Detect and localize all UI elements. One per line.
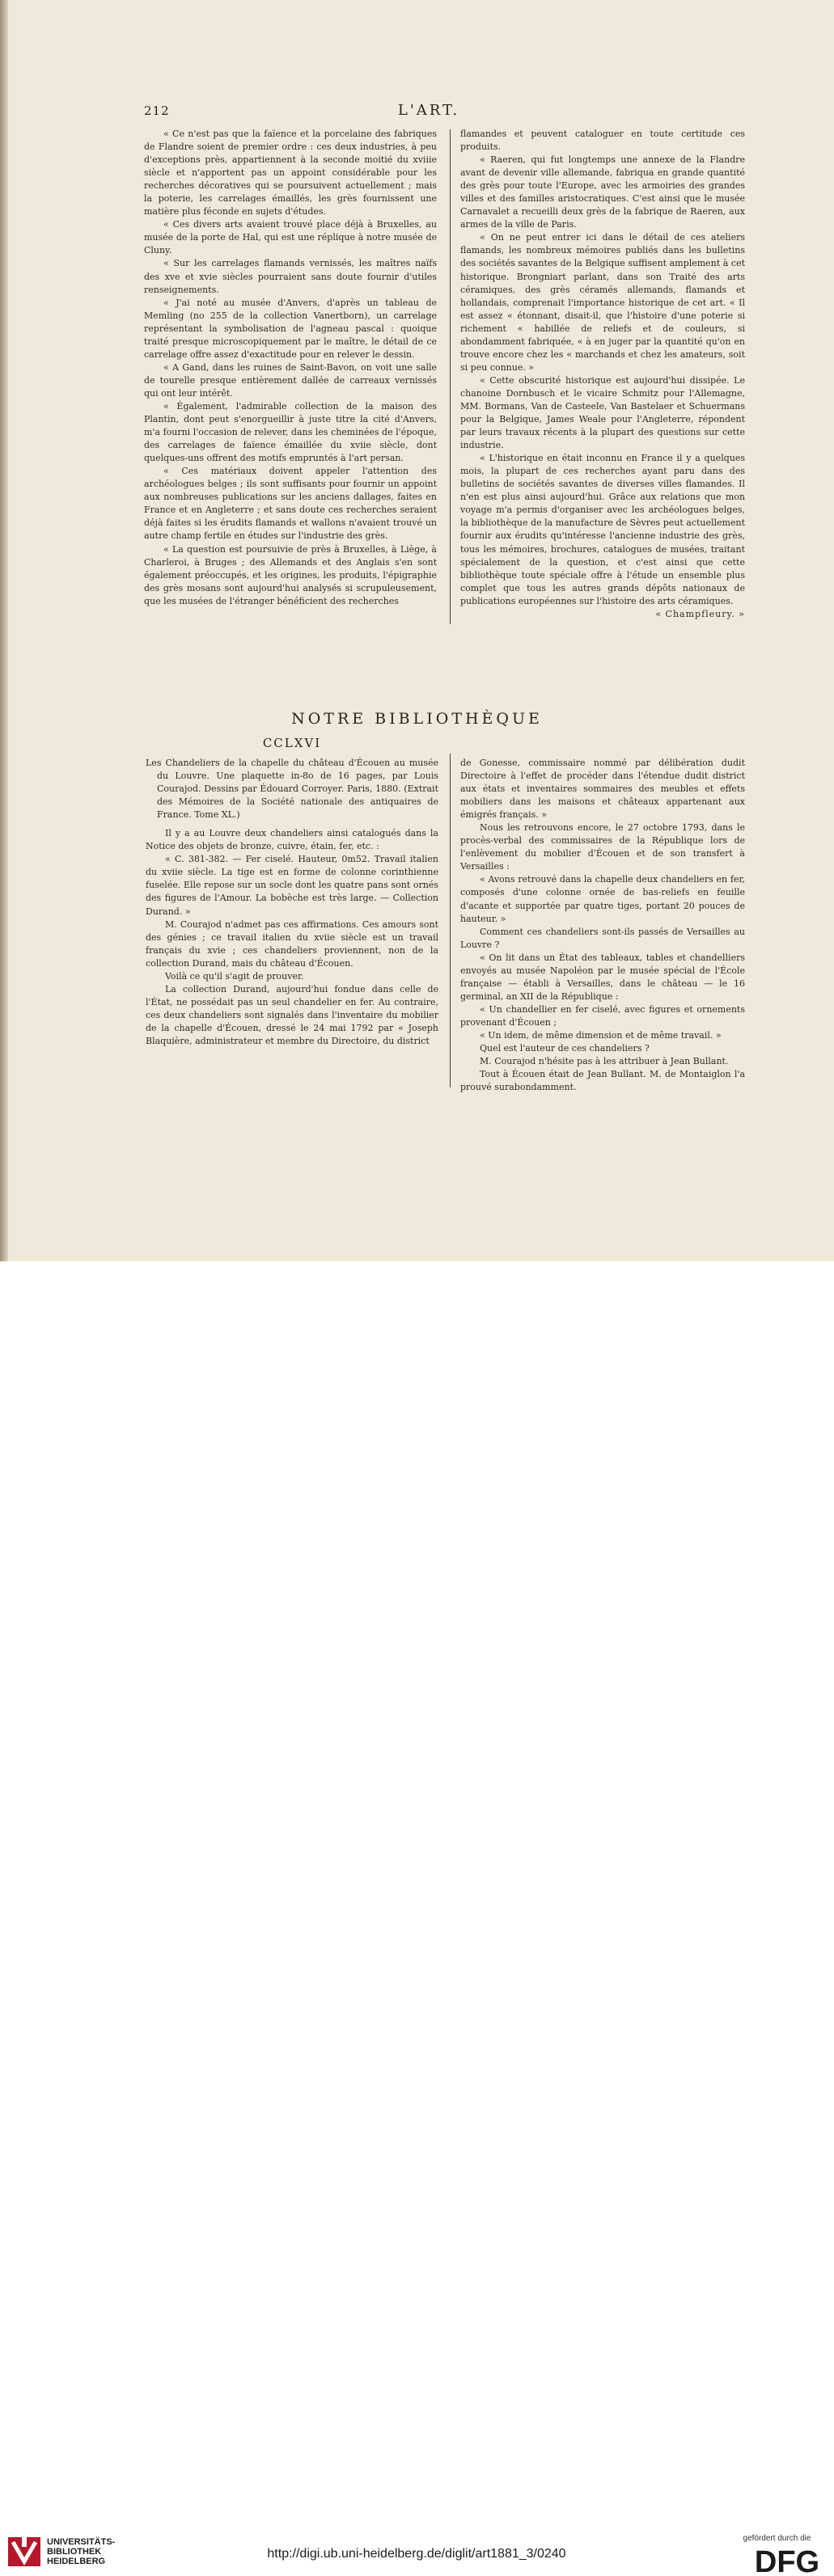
paragraph: « Ce n'est pas que la faïence et la porcelaine des fabriques de Flandre soient de premier ordre : ces deux industries, à peu d'exceptions près, appartiennent à la seconde moitié du xviiie siècle et n'apportent pas un appoint considérable pour les recherches décoratives qui se poursuivent actuellement ; mais la poterie, les carrelages émaillés, les grès fournissent une matière plus féconde en sujets d'études. (144, 129, 437, 217)
page-gutter-shadow (0, 0, 8, 1261)
dfg-logo-icon[interactable] (742, 2545, 832, 2576)
paragraph: « La question est poursuivie de près à Bruxelles, à Liège, à Charleroi, à Bruges ; des Allemands et des Anglais s'en sont également préoccupés, et les origines, les produits, l'épigraphie des grès mosans sont aujourd'hui analysés si scrupuleusement, que les musées de l'étranger bénéficient des recherches (144, 543, 437, 606)
page-number: 212 (144, 103, 170, 118)
permalink-url[interactable]: http://digi.ub.uni-heidelberg.de/diglit/art1881_3/0240 (267, 2547, 566, 2561)
top-right-column (460, 128, 745, 621)
paragraph: flamandes et peuvent cataloguer en toute certitude ces produits. (460, 129, 745, 153)
paragraph: La collection Durand, aujourd'hui fondue dans celle de l'État, ne possédait pas un seul chandelier en fer. Au contraire, ces deux chandeliers sont signalés dans l'inventaire du mobilier de la chapelle d'Écouen, dressé le 24 mai 1792 par « Joseph Blaquière, administrateur et membre du Directoire, du district (146, 983, 438, 1046)
paragraph: « Ces divers arts avaient trouvé place déjà à Bruxelles, au musée de la porte de Hal, qui est une réplique à notre musée de Cluny. (144, 219, 437, 256)
scanned-page (0, 0, 834, 1261)
paragraph: « Ces matériaux doivent appeler l'attention des archéologues belges ; ils sont suffisants pour fournir un appoint aux nombreuses publications sur les anciens dallages, faites en France et en Angleterre ; et sans doute ces recherches seraient déjà faites si les érudits flamands et wallons n'avaient trouvé un autre champ fertile en études sur l'industrie des grès. (144, 466, 437, 542)
paragraph: Nous les retrouvons encore, le 27 octobre 1793, dans le procès-verbal des commissaires de la République lors de l'enlèvement du mobilier d'Écouen et de son transfert à Versailles : (460, 822, 745, 872)
section-title: NOTRE BIBLIOTHÈQUE (291, 710, 543, 728)
paragraph: M. Courajod n'hésite pas à les attribuer à Jean Bullant. (480, 1056, 729, 1067)
paragraph: « Avons retrouvé dans la chapelle deux chandeliers en fer, composés d'une colonne ornée de bas-reliefs en feuille d'acante et supportée par quatre tiges, portant 20 pouces de hauteur. » (460, 874, 745, 924)
paragraph: « Raeren, qui fut longtemps une annexe de la Flandre avant de devenir ville allemande, fabriqua en grande quantité des grès pour toute l'Europe, avec les armoiries des grandes villes et des familles aristocratiques. C'est ainsi que le musée Carnavalet a recueilli deux grès de la fabrique de Raeren, aux armes de la ville de Paris. (460, 154, 745, 230)
bottom-left-column (146, 757, 438, 1048)
signature: « Champfleury. » (655, 608, 745, 619)
book-citation: Les Chandeliers de la chapelle du château d'Écouen au musée du Louvre. Une plaquette in-8o de 16 pages, par Louis Courajod. Dessins par Édouard Corroyer. Paris, 1880. (Extrait des Mémoires de la Société nationale des antiquaires de France. Tome XL.) (146, 758, 438, 821)
university-library-name[interactable]: UNIVERSITÄTS- BIBLIOTHEK HEIDELBERG (47, 2537, 116, 2566)
viewer-footer (0, 1261, 834, 2576)
paragraph: « On lit dans un État des tableaux, tables et chandelliers envoyés au musée Napoléon par le musée spécial de l'École française — établi à Versailles, dans le château — le 16 germinal, an XII de la République : (460, 952, 745, 1002)
paragraph: « Également, l'admirable collection de la maison des Plantin, dont peut s'enorgueillir à juste titre la cité d'Anvers, m'a fourni l'occasion de relever, dans les cheminées de l'époque, des carrelages de faïence émaillée du xviie siècle, dont quelques-uns offrent des motifs empruntés à l'art persan. (144, 400, 437, 464)
paragraph: « Un chandellier en fer ciselé, avec figures et ornements provenant d'Écouen ; (460, 1003, 745, 1028)
university-library-logo-icon (6, 2534, 42, 2570)
paragraph: « A Gand, dans les ruines de Saint-Bavon, on voit une salle de tourelle presque entièrement dallée de carreaux vernissés qui ont leur intérêt. (144, 361, 437, 399)
funding-note: gefördert durch die (743, 2534, 811, 2543)
column-rule-top (450, 129, 451, 624)
paragraph: Tout à Écouen était de Jean Bullant. M. de Montaiglon l'a prouvé surabondamment. (460, 1069, 745, 1093)
paragraph: Voilà ce qu'il s'agit de prouver. (165, 970, 304, 982)
paragraph: « Cette obscurité historique est aujourd'hui dissipée. Le chanoine Dornbusch et le vicaire Schmitz pour l'Allemagne, MM. Bormans, Van de Casteele, Van Bastelaer et Schuermans pour la Belgique, James Weale pour l'Angleterre, répondent par leurs travaux récents à la plupart des questions sur cette industrie. (460, 374, 745, 451)
paragraph: « On ne peut entrer ici dans le détail de ces ateliers flamands, les nombreux mémoires publiés dans les bulletins des sociétés savantes de la Belgique suffisent amplement à cet historique. Brongniart parlant, dans son Traité des arts céramiques, des grès céramés allemands, flamands et hollandais, comprenait l'importance historique de cet art. « Il est assez « étonnant, disait-il, que l'histoire d'une poterie si richement « habillée de reliefs et de couleurs, si abondamment fabriquée, « à en juger par la quantité qu'on en trouve encore chez les « marchands et chez les amateurs, soit si peu connue. » (460, 232, 745, 373)
svg-text:DFG: DFG (754, 2545, 820, 2576)
review-number: CCLXVI (262, 736, 322, 750)
paragraph: Comment ces chandeliers sont-ils passés de Versailles au Louvre ? (460, 926, 745, 950)
paragraph: de Gonesse, commissaire nommé par délibération dudit Directoire à l'effet de procéder dans l'étendue dudit district aux états et inventaires sommaires des meubles et effets mobiliers dans les maisons et châteaux appartenant aux émigrés français. » (460, 758, 745, 821)
paragraph: « Sur les carrelages flamands vernissés, les maîtres naïfs des xve et xvie siècles pourraient sans doute fournir d'utiles renseignements. (144, 258, 437, 295)
paragraph: « C. 381-382. — Fer ciselé. Hauteur, 0m52. Travail italien du xviie siècle. La tige est en forme de colonne corinthienne fuselée. Elle repose sur un socle dont les quatre pans sont ornés des figures de l'Amour. La bobèche est très large. — Collection Durand. » (146, 854, 438, 917)
paragraph: M. Courajod n'admet pas ces affirmations. Ces amours sont des génies ; ce travail italien du xviie siècle est un travail français du xvie ; ces chandeliers proviennent, non de la collection Durand, mais du château d'Écouen. (146, 918, 438, 969)
paragraph: « Un idem, de même dimension et de même travail. » (480, 1029, 722, 1041)
running-head: L'ART. (397, 102, 460, 119)
paragraph: « J'ai noté au musée d'Anvers, d'après un tableau de Memling (no 255 de la collection Vanertborn), un carrelage représentant la symbolisation de l'agneau pascal : quoique traité presque microscopiquement par le maître, le détail de ce carrelage offre assez d'exactitude pour en relever le dessin. (144, 297, 437, 360)
paragraph: Quel est l'auteur de ces chandeliers ? (480, 1043, 650, 1054)
bottom-right-column (460, 757, 745, 1094)
column-rule-bottom (450, 754, 451, 1087)
top-left-column (144, 128, 437, 608)
paragraph: Il y a au Louvre deux chandeliers ainsi catalogués dans la Notice des objets de bronze, cuivre, étain, fer, etc. : (146, 828, 438, 852)
paragraph: « L'historique en était inconnu en France il y a quelques mois, la plupart de ces recherches ayant paru dans des bulletins de sociétés savantes de diverses villes flamandes. Il n'en est plus ainsi aujourd'hui. Grâce aux relations que mon voyage m'a permis d'organiser avec les archéologues belges, la bibliothèque de la manufacture de Sèvres peut actuellement fournir aux érudits qu'intéresse l'ancienne industrie des grès, tous les mémoires, brochures, catalogues de musées, traitant spécialement de la question, et c'est ainsi que cette bibliothèque toute spéciale offre à l'étude un ensemble plus complet que tous les autres grands dépôts nationaux de publications européennes sur l'histoire des arts céramiques. (460, 453, 745, 606)
